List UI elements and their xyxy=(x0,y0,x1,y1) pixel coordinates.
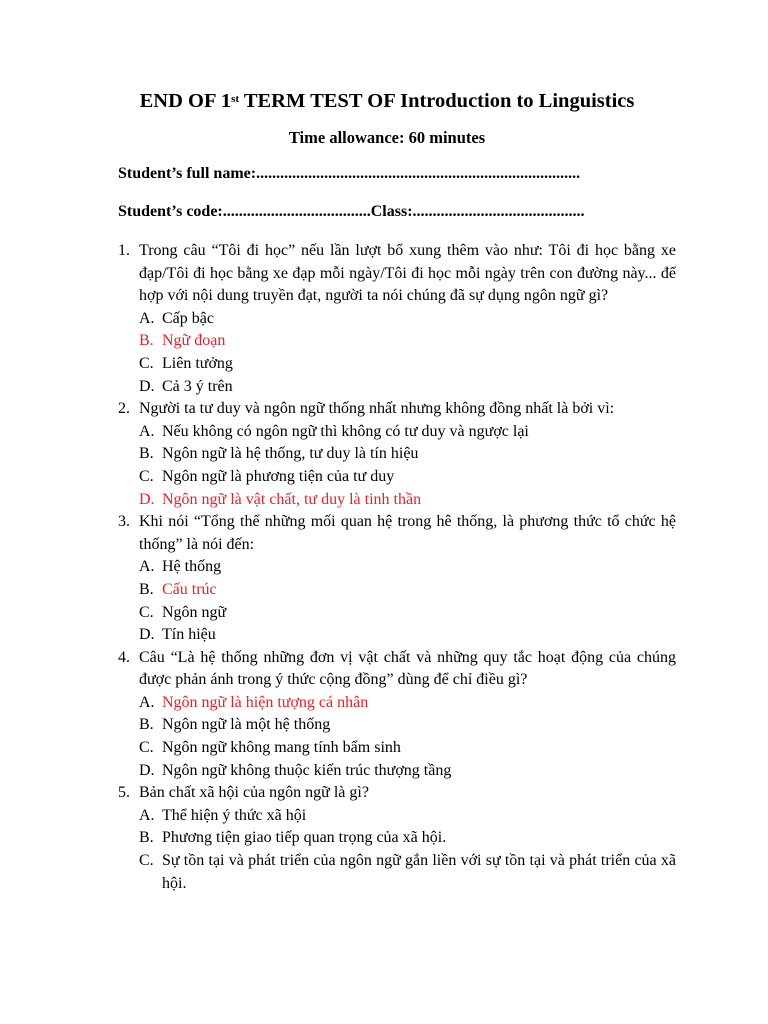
question-number: 4. xyxy=(118,648,130,666)
question-list xyxy=(118,240,676,895)
option-a xyxy=(139,805,676,828)
option-b-correct xyxy=(139,579,676,602)
option-letter: A. xyxy=(139,558,155,576)
option-c xyxy=(139,466,676,489)
option-letter: C. xyxy=(139,354,154,372)
option-text: Phương tiện giao tiếp quan trọng của xã hội. xyxy=(162,829,447,847)
question-number: 2. xyxy=(118,400,130,418)
option-text: Nếu không có ngôn ngữ thì không có tư duy và ngược lại xyxy=(162,422,529,440)
question-text: Người ta tư duy và ngôn ngữ thống nhất nhưng không đồng nhất là bởi vì: xyxy=(139,400,615,418)
question-text: Bản chất xã hội của ngôn ngữ là gì? xyxy=(139,784,369,802)
option-letter: C. xyxy=(139,603,154,621)
option-letter: C. xyxy=(139,467,154,485)
option-b xyxy=(139,714,676,737)
option-b-correct xyxy=(139,330,676,353)
option-letter: D. xyxy=(139,626,155,644)
option-letter: A. xyxy=(139,422,155,440)
option-text: Tín hiệu xyxy=(162,626,216,644)
option-text: Cấu trúc xyxy=(162,580,217,598)
option-text: Ngôn ngữ là một hệ thống xyxy=(162,716,331,734)
option-list xyxy=(139,692,676,782)
option-d xyxy=(139,624,676,647)
option-letter: A. xyxy=(139,693,155,711)
title-superscript: st xyxy=(231,93,240,105)
option-c xyxy=(139,850,676,895)
option-text: Hệ thống xyxy=(162,558,222,576)
option-a xyxy=(139,308,676,331)
question-number: 3. xyxy=(118,513,130,531)
option-letter: D. xyxy=(139,377,155,395)
option-list xyxy=(139,421,676,511)
option-text: Thể hiện ý thức xã hội xyxy=(162,806,307,824)
option-text: Ngữ đoạn xyxy=(162,332,226,350)
option-list xyxy=(139,556,676,646)
option-text: Ngôn ngữ là hệ thống, tư duy là tín hiệu xyxy=(162,445,419,463)
option-letter: D. xyxy=(139,761,155,779)
time-allowance: Time allowance: 60 minutes xyxy=(288,128,486,147)
option-text: Cấp bậc xyxy=(162,309,214,327)
question-text: Khi nói “Tổng thể những mối quan hệ trong hê thống, là phương thức tổ chức hệ thống” là nói đến: xyxy=(139,513,676,553)
option-c xyxy=(139,737,676,760)
question-number: 5. xyxy=(118,784,130,802)
option-letter: B. xyxy=(139,716,154,734)
option-text: Ngôn ngữ không thuộc kiến trúc thượng tầng xyxy=(162,761,452,779)
option-text: Ngôn ngữ là vật chất, tư duy là tinh thần xyxy=(162,490,422,508)
option-c xyxy=(139,353,676,376)
option-letter: B. xyxy=(139,829,154,847)
title-prefix: END OF 1 xyxy=(139,90,232,112)
option-letter: A. xyxy=(139,806,155,824)
option-a-correct xyxy=(139,692,676,715)
option-letter: A. xyxy=(139,309,155,327)
option-a xyxy=(139,556,676,579)
student-code-field: Student’s code:.....................................Class:........................................... xyxy=(118,203,585,220)
option-text: Cả 3 ý trên xyxy=(162,377,233,395)
question-1 xyxy=(118,240,676,398)
option-letter: B. xyxy=(139,580,154,598)
option-letter: B. xyxy=(139,332,154,350)
option-text: Ngôn ngữ không mang tính bẩm sinh xyxy=(162,739,401,757)
option-text: Ngôn ngữ là phương tiện của tư duy xyxy=(162,467,395,485)
option-d xyxy=(139,376,676,399)
question-4 xyxy=(118,647,676,783)
option-list xyxy=(139,308,676,398)
option-b xyxy=(139,443,676,466)
option-text: Ngôn ngữ xyxy=(162,603,227,621)
option-a xyxy=(139,421,676,444)
option-d xyxy=(139,760,676,783)
option-c xyxy=(139,602,676,625)
question-number: 1. xyxy=(118,242,130,259)
question-3 xyxy=(118,511,676,647)
question-text: Trong câu “Tôi đi học” nếu lần lượt bổ xung thêm vào như: Tôi đi học bằng xe đạp/Tôi đi học bằng xe đạp mỗi ngày/Tôi đi học mỗi ngày trên con đường này... để hợp với nội dung truyền đạt, người ta nói chúng đã sự dụng ngôn ngữ gì? xyxy=(139,242,676,305)
option-text: Sự tồn tại và phát triển của ngôn ngữ gắn liền với sự tồn tại và phát triển của xã hội. xyxy=(162,852,676,892)
option-letter: D. xyxy=(139,490,155,508)
option-text: Ngôn ngữ là hiện tượng cá nhân xyxy=(162,693,369,711)
option-b xyxy=(139,827,676,850)
option-letter: B. xyxy=(139,445,154,463)
option-d-correct xyxy=(139,489,676,512)
question-2 xyxy=(118,398,676,511)
option-letter: C. xyxy=(139,739,154,757)
option-list xyxy=(139,805,676,895)
option-text: Liên tưởng xyxy=(162,354,233,372)
option-letter: C. xyxy=(139,852,154,870)
question-text: Câu “Là hệ thống những đơn vị vật chất và những quy tắc hoạt động của chúng được phản ánh trong ý thức cộng đồng” dùng để chỉ điều gì? xyxy=(139,648,676,689)
question-5 xyxy=(118,782,676,895)
title-suffix: TERM TEST OF Introduction to Linguistics xyxy=(239,90,635,112)
test-title xyxy=(98,88,676,114)
student-name-field: Student’s full name:................................................................................. xyxy=(118,165,581,182)
